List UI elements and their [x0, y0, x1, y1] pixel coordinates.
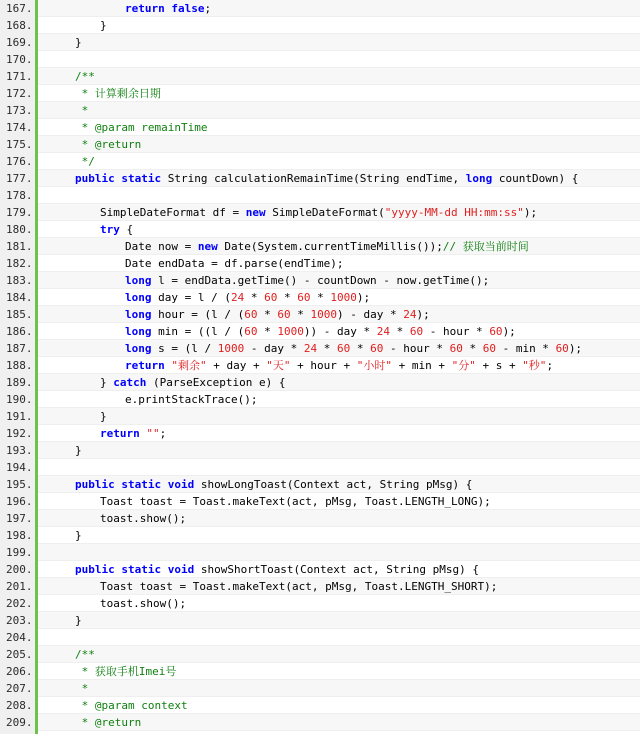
code-text [38, 663, 640, 680]
code-token: - hour * [383, 342, 450, 355]
line-number: 185. [6, 308, 33, 321]
code-text [38, 102, 640, 119]
keyword-token: return [125, 359, 165, 372]
code-text [38, 119, 640, 136]
code-token: * [277, 291, 298, 304]
line-number: 176. [6, 155, 33, 168]
comment-token: // 获取当前时间 [442, 240, 529, 253]
code-token: countDown) { [492, 172, 579, 185]
code-token: + day + [206, 359, 267, 372]
code-line [0, 629, 640, 646]
line-number: 178. [6, 189, 33, 202]
code-text [38, 272, 640, 289]
number-token: 60 [449, 342, 463, 355]
code-text [38, 476, 640, 493]
code-token: + s + [475, 359, 523, 372]
code-text [38, 153, 640, 170]
string-token: "" [146, 427, 160, 440]
number-token: 60 [244, 308, 258, 321]
line-number: 179. [6, 206, 33, 219]
code-line [0, 170, 640, 187]
line-number: 167. [6, 2, 33, 15]
comment-token: /** [75, 648, 95, 661]
number-token: 60 [555, 342, 569, 355]
number-token: 60 [482, 342, 496, 355]
code-text [38, 442, 640, 459]
code-line [0, 680, 640, 697]
code-token: ); [416, 308, 430, 321]
code-line [0, 340, 640, 357]
code-token: } [100, 410, 107, 423]
code-line [0, 187, 640, 204]
line-number: 180. [6, 223, 33, 236]
code-token: showShortToast(Context act, String pMsg) { [194, 563, 479, 576]
comment-token: * 获取手机Imei号 [75, 665, 177, 678]
number-token: 60 [489, 325, 503, 338]
keyword-token: long [125, 291, 152, 304]
line-number: 190. [6, 393, 33, 406]
line-number: 177. [6, 172, 33, 185]
number-token: 60 [409, 325, 424, 338]
line-number: 203. [6, 614, 33, 627]
code-line [0, 595, 640, 612]
code-token: Date endData = df.parse(endTime); [125, 257, 344, 270]
number-token: 1000 [330, 291, 357, 304]
code-token: * [310, 291, 331, 304]
line-number: 201. [6, 580, 33, 593]
code-token: ); [356, 291, 371, 304]
code-token: showLongToast(Context act, String pMsg) { [194, 478, 473, 491]
code-text [38, 680, 640, 697]
string-token: "yyyy-MM-dd HH:mm:ss" [384, 206, 524, 219]
code-line [0, 238, 640, 255]
keyword-token: catch [113, 376, 147, 389]
code-token: } [75, 444, 82, 457]
line-number: 207. [6, 682, 33, 695]
number-token: 1000 [310, 308, 337, 321]
string-token: "天" [266, 359, 291, 372]
line-number: 198. [6, 529, 33, 542]
line-number: 193. [6, 444, 33, 457]
code-text [38, 357, 640, 374]
line-number: 173. [6, 104, 33, 117]
code-line [0, 0, 640, 17]
code-line [0, 714, 640, 731]
code-text [38, 714, 640, 731]
code-line [0, 578, 640, 595]
code-token: - hour * [423, 325, 490, 338]
line-number: 195. [6, 478, 33, 491]
code-token: * [317, 342, 337, 355]
line-number: 196. [6, 495, 33, 508]
code-line [0, 544, 640, 561]
keyword-token: long [465, 172, 493, 185]
comment-token: * @return [75, 716, 142, 729]
number-token: 60 [244, 325, 258, 338]
line-number: 181. [6, 240, 33, 253]
keyword-token: try [100, 223, 120, 236]
code-token: + min + [391, 359, 452, 372]
code-token: { [119, 223, 134, 236]
code-text [38, 510, 640, 527]
code-token: ); [502, 325, 516, 338]
code-text [38, 85, 640, 102]
line-number: 174. [6, 121, 33, 134]
string-token: "小时" [356, 359, 392, 372]
code-line [0, 119, 640, 136]
code-text [38, 68, 640, 85]
line-number: 169. [6, 36, 33, 49]
code-text [38, 391, 640, 408]
number-token: 60 [297, 291, 311, 304]
number-token: 24 [376, 325, 390, 338]
keyword-token: long [125, 308, 152, 321]
keyword-token: public static [75, 172, 162, 185]
code-text [38, 612, 640, 629]
line-number: 170. [6, 53, 33, 66]
code-line [0, 255, 640, 272]
code-line [0, 85, 640, 102]
line-number: 208. [6, 699, 33, 712]
code-token: - min * [495, 342, 556, 355]
code-token: * [350, 342, 371, 355]
keyword-token: long [125, 325, 152, 338]
number-token: 24 [403, 308, 417, 321]
code-text [38, 408, 640, 425]
code-token: (ParseException e) { [146, 376, 286, 389]
code-text [38, 697, 640, 714]
code-line [0, 17, 640, 34]
code-text [38, 0, 640, 17]
code-line [0, 612, 640, 629]
code-token: ); [568, 342, 583, 355]
code-line [0, 391, 640, 408]
code-text [38, 561, 640, 578]
line-number: 189. [6, 376, 33, 389]
code-text [38, 289, 640, 306]
keyword-token: return false [125, 2, 205, 15]
code-token: toast.show(); [100, 512, 187, 525]
code-token: * [462, 342, 483, 355]
code-line [0, 323, 640, 340]
line-number: 199. [6, 546, 33, 559]
code-text [38, 340, 640, 357]
number-token: 60 [370, 342, 384, 355]
code-line [0, 527, 640, 544]
code-line [0, 51, 640, 68]
code-token: ; [204, 2, 212, 15]
comment-token: * [75, 682, 89, 695]
code-token: } [75, 36, 82, 49]
code-token: s = (l / [151, 342, 218, 355]
code-token: ) - day * [336, 308, 404, 321]
code-line [0, 306, 640, 323]
code-text [38, 527, 640, 544]
line-number: 209. [6, 716, 33, 729]
code-text [38, 255, 640, 272]
keyword-token: public static void [75, 563, 195, 576]
code-token: * [257, 308, 278, 321]
code-token: String calculationRemainTime(String endTime, [161, 172, 466, 185]
code-line [0, 357, 640, 374]
code-text [38, 459, 640, 476]
number-token: 60 [264, 291, 278, 304]
code-line [0, 646, 640, 663]
line-number: 168. [6, 19, 33, 32]
code-line [0, 34, 640, 51]
keyword-token: public static void [75, 478, 195, 491]
line-number: 200. [6, 563, 33, 576]
code-text [38, 221, 640, 238]
code-line [0, 221, 640, 238]
code-text [38, 544, 640, 561]
code-token: hour = (l / ( [151, 308, 245, 321]
line-number: 205. [6, 648, 33, 661]
code-text [38, 204, 640, 221]
line-number: 172. [6, 87, 33, 100]
code-line [0, 476, 640, 493]
code-token: Toast toast = Toast.makeText(act, pMsg, Toast.LENGTH_SHORT); [100, 580, 498, 593]
code-text [38, 34, 640, 51]
code-token: ; [159, 427, 167, 440]
code-text [38, 51, 640, 68]
line-number: 194. [6, 461, 33, 474]
keyword-token: new [245, 206, 266, 219]
code-line [0, 204, 640, 221]
comment-token: */ [75, 155, 95, 168]
string-token: "秒" [522, 359, 547, 372]
code-line [0, 153, 640, 170]
code-line [0, 289, 640, 306]
line-number: 175. [6, 138, 33, 151]
code-text [38, 136, 640, 153]
code-token: + hour + [290, 359, 357, 372]
code-line [0, 272, 640, 289]
comment-token: * @return [75, 138, 142, 151]
code-text [38, 425, 640, 442]
number-token: 60 [277, 308, 291, 321]
code-token: Toast toast = Toast.makeText(act, pMsg, Toast.LENGTH_LONG); [100, 495, 491, 508]
string-token: "剩余" [171, 359, 207, 372]
code-text [38, 323, 640, 340]
line-number: 204. [6, 631, 33, 644]
number-token: 24 [303, 342, 318, 355]
code-token: l = endData.getTime() - countDown - now.getTime(); [151, 274, 490, 287]
line-number: 202. [6, 597, 33, 610]
code-token: toast.show(); [100, 597, 187, 610]
code-text [38, 646, 640, 663]
code-text [38, 306, 640, 323]
code-line [0, 425, 640, 442]
code-text [38, 629, 640, 646]
code-token: SimpleDateFormat df = [100, 206, 246, 219]
keyword-token: return [100, 427, 140, 440]
line-number: 206. [6, 665, 33, 678]
comment-token: * @param remainTime [75, 121, 208, 134]
code-line [0, 442, 640, 459]
code-token: day = l / ( [151, 291, 231, 304]
code-token: Date now = [125, 240, 198, 253]
line-number: 188. [6, 359, 33, 372]
line-number: 187. [6, 342, 33, 355]
code-token: - day * [244, 342, 304, 355]
code-text [38, 374, 640, 391]
code-token: min = ((l / ( [151, 325, 245, 338]
comment-token: * @param context [75, 699, 188, 712]
code-text [38, 17, 640, 34]
keyword-token: long [125, 274, 152, 287]
code-line [0, 136, 640, 153]
code-line [0, 459, 640, 476]
number-token: 60 [336, 342, 351, 355]
code-text [38, 493, 640, 510]
code-token: } [100, 376, 114, 389]
code-line [0, 493, 640, 510]
number-token: 1000 [217, 342, 245, 355]
code-line [0, 68, 640, 85]
code-text [38, 595, 640, 612]
code-token: * [290, 308, 311, 321]
code-line [0, 663, 640, 680]
code-token: ; [546, 359, 554, 372]
line-number: 192. [6, 427, 33, 440]
line-number: 191. [6, 410, 33, 423]
keyword-token: new [197, 240, 218, 253]
code-line [0, 408, 640, 425]
number-token: 1000 [277, 325, 304, 338]
code-text [38, 187, 640, 204]
code-token: Date(System.currentTimeMillis()); [217, 240, 443, 253]
line-number: 171. [6, 70, 33, 83]
code-token: } [100, 19, 107, 32]
code-token: SimpleDateFormat( [265, 206, 385, 219]
code-text [38, 170, 640, 187]
code-token: } [75, 614, 82, 627]
number-token: 24 [230, 291, 245, 304]
comment-token: * [75, 104, 89, 117]
line-number: 186. [6, 325, 33, 338]
code-token: ); [523, 206, 538, 219]
code-text [38, 238, 640, 255]
line-number: 182. [6, 257, 33, 270]
code-line [0, 697, 640, 714]
code-line [0, 510, 640, 527]
code-token: * [257, 325, 278, 338]
string-token: "分" [451, 359, 476, 372]
code-text [38, 578, 640, 595]
line-number: 183. [6, 274, 33, 287]
code-token: )) - day * [303, 325, 377, 338]
code-line [0, 102, 640, 119]
code-line [0, 374, 640, 391]
line-number: 184. [6, 291, 33, 304]
line-number: 197. [6, 512, 33, 525]
code-token: } [75, 529, 82, 542]
code-token: e.printStackTrace(); [125, 393, 258, 406]
code-line [0, 561, 640, 578]
comment-token: * 计算剩余日期 [75, 87, 161, 100]
code-token: * [389, 325, 410, 338]
keyword-token: long [125, 342, 152, 355]
comment-token: /** [75, 70, 95, 83]
code-token: * [244, 291, 265, 304]
